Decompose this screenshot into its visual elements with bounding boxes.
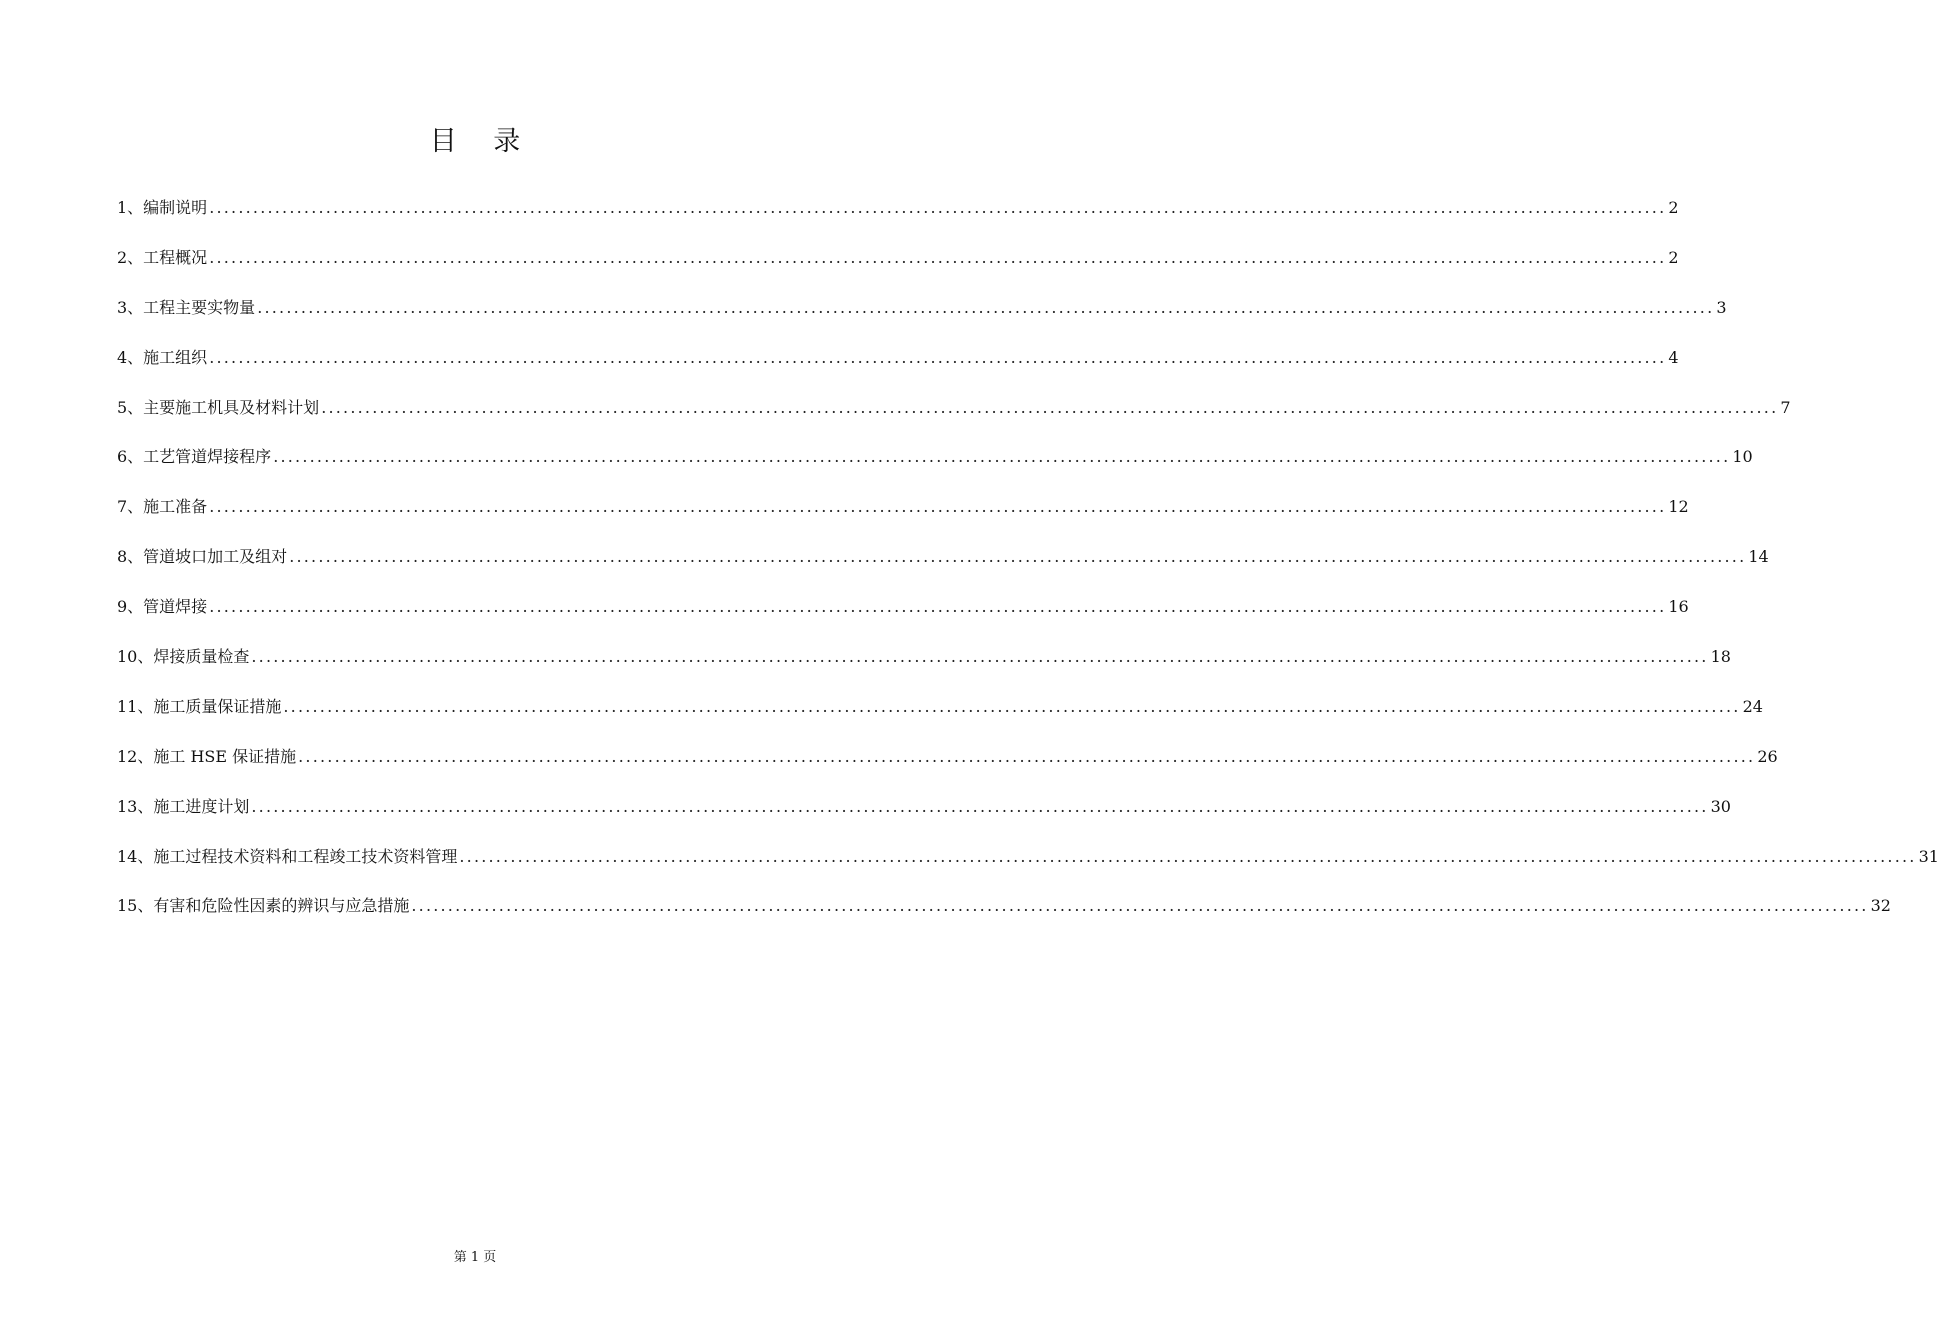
toc-dot-leader: ........................................................................................................................................................................................................ xyxy=(209,198,1667,217)
toc-entry[interactable] xyxy=(117,842,1939,892)
toc-entry[interactable] xyxy=(117,492,1689,542)
toc-dot-leader: ........................................................................................................................................................................................................ xyxy=(289,547,1747,567)
toc-entry-label: 6、工艺管道焊接程序 xyxy=(117,447,272,467)
toc-entry-page: 3 xyxy=(1716,297,1727,317)
toc-dot-leader: ........................................................................................................................................................................................................ xyxy=(321,397,1779,417)
toc-entry-page: 14 xyxy=(1748,547,1769,567)
toc-dot-leader: ........................................................................................................................................................................................................ xyxy=(251,796,1709,816)
toc-entry-label: 10、焊接质量检查 xyxy=(117,647,250,667)
toc-dot-leader: ........................................................................................................................................................................................................ xyxy=(273,447,1731,467)
toc-dot-leader: ........................................................................................................................................................................................................ xyxy=(209,247,1667,267)
toc-entry-page: 30 xyxy=(1710,796,1731,816)
toc-entry[interactable] xyxy=(117,592,1689,642)
toc-entry-page: 4 xyxy=(1668,347,1679,367)
toc-entry[interactable] xyxy=(117,442,1753,492)
toc-entry[interactable] xyxy=(117,193,1679,243)
toc-entry-label: 7、施工准备 xyxy=(117,497,208,517)
toc-dot-leader: ........................................................................................................................................................................................................ xyxy=(209,497,1667,517)
toc-entry-label: 4、施工组织 xyxy=(117,347,208,367)
toc-entry-label: 9、管道焊接 xyxy=(117,597,208,617)
toc-entry-page: 12 xyxy=(1668,497,1689,517)
toc-dot-leader: ........................................................................................................................................................................................................ xyxy=(209,347,1667,367)
toc-entry[interactable] xyxy=(117,742,1778,792)
toc-entry[interactable] xyxy=(117,692,1763,742)
toc-entry-page: 16 xyxy=(1668,597,1689,617)
toc-entry[interactable] xyxy=(117,243,1679,293)
table-of-contents xyxy=(117,193,1939,941)
toc-dot-leader: ........................................................................................................................................................................................................ xyxy=(257,297,1715,317)
toc-entry-label: 14、施工过程技术资料和工程竣工技术资料管理 xyxy=(117,846,458,866)
page-title: 目 录 xyxy=(429,126,535,157)
toc-entry[interactable] xyxy=(117,542,1769,592)
toc-entry-label: 15、有害和危险性因素的辨识与应急措施 xyxy=(117,896,410,916)
toc-entry[interactable] xyxy=(117,293,1727,343)
toc-entry-label: 11、施工质量保证措施 xyxy=(117,696,282,716)
toc-entry-page: 10 xyxy=(1732,447,1753,467)
toc-entry[interactable] xyxy=(117,393,1791,443)
toc-entry-label: 3、工程主要实物量 xyxy=(117,297,256,317)
toc-entry[interactable] xyxy=(117,792,1731,842)
page-number-footer: 第 1 页 xyxy=(453,1250,497,1265)
toc-entry-page: 24 xyxy=(1742,696,1763,716)
toc-entry-page: 2 xyxy=(1668,247,1679,267)
toc-dot-leader: ........................................................................................................................................................................................................ xyxy=(459,846,1917,866)
toc-entry-label: 5、主要施工机具及材料计划 xyxy=(117,397,320,417)
toc-dot-leader: ........................................................................................................................................................................................................ xyxy=(251,647,1709,667)
toc-entry-page: 2 xyxy=(1668,198,1679,217)
toc-dot-leader: ........................................................................................................................................................................................................ xyxy=(411,896,1869,916)
toc-entry[interactable] xyxy=(117,642,1731,692)
toc-entry-label: 13、施工进度计划 xyxy=(117,796,250,816)
toc-entry-label: 12、施工 HSE 保证措施 xyxy=(117,746,297,766)
toc-dot-leader: ........................................................................................................................................................................................................ xyxy=(298,746,1756,766)
toc-entry-page: 18 xyxy=(1710,647,1731,667)
toc-entry[interactable] xyxy=(117,343,1679,393)
toc-entry-label: 8、管道坡口加工及组对 xyxy=(117,547,288,567)
toc-entry-label: 2、工程概况 xyxy=(117,247,208,267)
toc-entry-page: 26 xyxy=(1757,746,1778,766)
toc-entry-label: 1、编制说明 xyxy=(117,198,208,217)
toc-dot-leader: ........................................................................................................................................................................................................ xyxy=(283,696,1741,716)
toc-dot-leader: ........................................................................................................................................................................................................ xyxy=(209,597,1667,617)
toc-entry[interactable] xyxy=(117,891,1891,941)
toc-entry-page: 31 xyxy=(1918,846,1939,866)
toc-entry-page: 32 xyxy=(1870,896,1891,916)
toc-entry-page: 7 xyxy=(1780,397,1791,417)
